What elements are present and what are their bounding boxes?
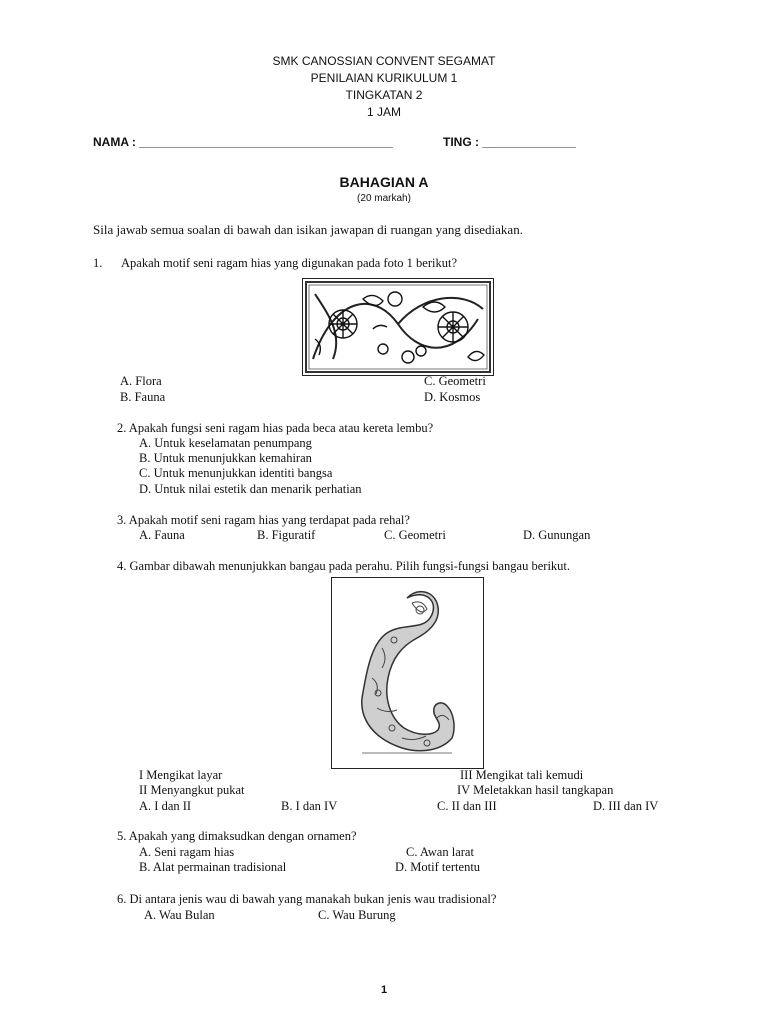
floral-motif-drawing bbox=[303, 279, 493, 375]
q2-option-b[interactable]: B. Untuk menunjukkan kemahiran bbox=[139, 451, 312, 465]
name-field[interactable]: NAMA : ______________________________________ bbox=[93, 135, 393, 149]
q4-statement-1: I Mengikat layar bbox=[139, 768, 223, 782]
bangau-drawing bbox=[332, 578, 483, 768]
q1-text: Apakah motif seni ragam hias yang digunakan pada foto 1 berikut? bbox=[121, 256, 458, 270]
q1-option-b[interactable]: B. Fauna bbox=[120, 390, 166, 404]
q3-text: 3. Apakah motif seni ragam hias yang terdapat pada rehal? bbox=[117, 513, 410, 527]
school-name: SMK CANOSSIAN CONVENT SEGAMAT bbox=[272, 54, 496, 68]
q5-option-b[interactable]: B. Alat permainan tradisional bbox=[139, 860, 287, 874]
q6-option-a[interactable]: A. Wau Bulan bbox=[144, 908, 215, 922]
class-field[interactable]: TING : ______________ bbox=[443, 135, 576, 149]
q5-text: 5. Apakah yang dimaksudkan dengan ornamen? bbox=[117, 829, 357, 843]
q2-text: 2. Apakah fungsi seni ragam hias pada beca atau kereta lembu? bbox=[117, 421, 434, 435]
q2-option-c[interactable]: C. Untuk menunjukkan identiti bangsa bbox=[139, 466, 333, 480]
floral-motif-image bbox=[302, 278, 494, 376]
q2-option-d[interactable]: D. Untuk nilai estetik dan menarik perhatian bbox=[139, 482, 362, 496]
q4-statement-3: III Mengikat tali kemudi bbox=[460, 768, 584, 782]
q4-statement-2: II Menyangkut pukat bbox=[139, 783, 245, 797]
q4-option-b[interactable]: B. I dan IV bbox=[281, 799, 338, 813]
q4-option-a[interactable]: A. I dan II bbox=[139, 799, 192, 813]
q1-number: 1. bbox=[93, 256, 103, 270]
duration: 1 JAM bbox=[366, 105, 401, 119]
q5-option-c[interactable]: C. Awan larat bbox=[406, 845, 474, 859]
q4-option-d[interactable]: D. III dan IV bbox=[593, 799, 659, 813]
q1-option-d[interactable]: D. Kosmos bbox=[424, 390, 481, 404]
q3-option-c[interactable]: C. Geometri bbox=[384, 528, 446, 542]
exam-title: PENILAIAN KURIKULUM 1 bbox=[310, 71, 458, 85]
q1-option-a[interactable]: A. Flora bbox=[120, 374, 162, 388]
q4-option-c[interactable]: C. II dan III bbox=[437, 799, 497, 813]
q3-option-b[interactable]: B. Figuratif bbox=[257, 528, 316, 542]
section-title: BAHAGIAN A bbox=[339, 174, 429, 190]
q5-option-a[interactable]: A. Seni ragam hias bbox=[139, 845, 235, 859]
q2-option-a[interactable]: A. Untuk keselamatan penumpang bbox=[139, 436, 312, 450]
q3-option-a[interactable]: A. Fauna bbox=[139, 528, 185, 542]
page-number: 1 bbox=[380, 984, 388, 996]
form-level: TINGKATAN 2 bbox=[345, 88, 423, 102]
q3-option-d[interactable]: D. Gunungan bbox=[523, 528, 591, 542]
q1-option-c[interactable]: C. Geometri bbox=[424, 374, 486, 388]
q4-statement-4: IV Meletakkan hasil tangkapan bbox=[457, 783, 614, 797]
section-marks: (20 markah) bbox=[357, 193, 411, 204]
q6-text: 6. Di antara jenis wau di bawah yang manakah bukan jenis wau tradisional? bbox=[117, 892, 497, 906]
q5-option-d[interactable]: D. Motif tertentu bbox=[395, 860, 481, 874]
instruction: Sila jawab semua soalan di bawah dan isikan jawapan di ruangan yang disediakan. bbox=[93, 222, 523, 237]
q4-text: 4. Gambar dibawah menunjukkan bangau pada perahu. Pilih fungsi-fungsi bangau berikut. bbox=[117, 559, 571, 573]
q6-option-c[interactable]: C. Wau Burung bbox=[318, 908, 396, 922]
bangau-image bbox=[331, 577, 484, 769]
